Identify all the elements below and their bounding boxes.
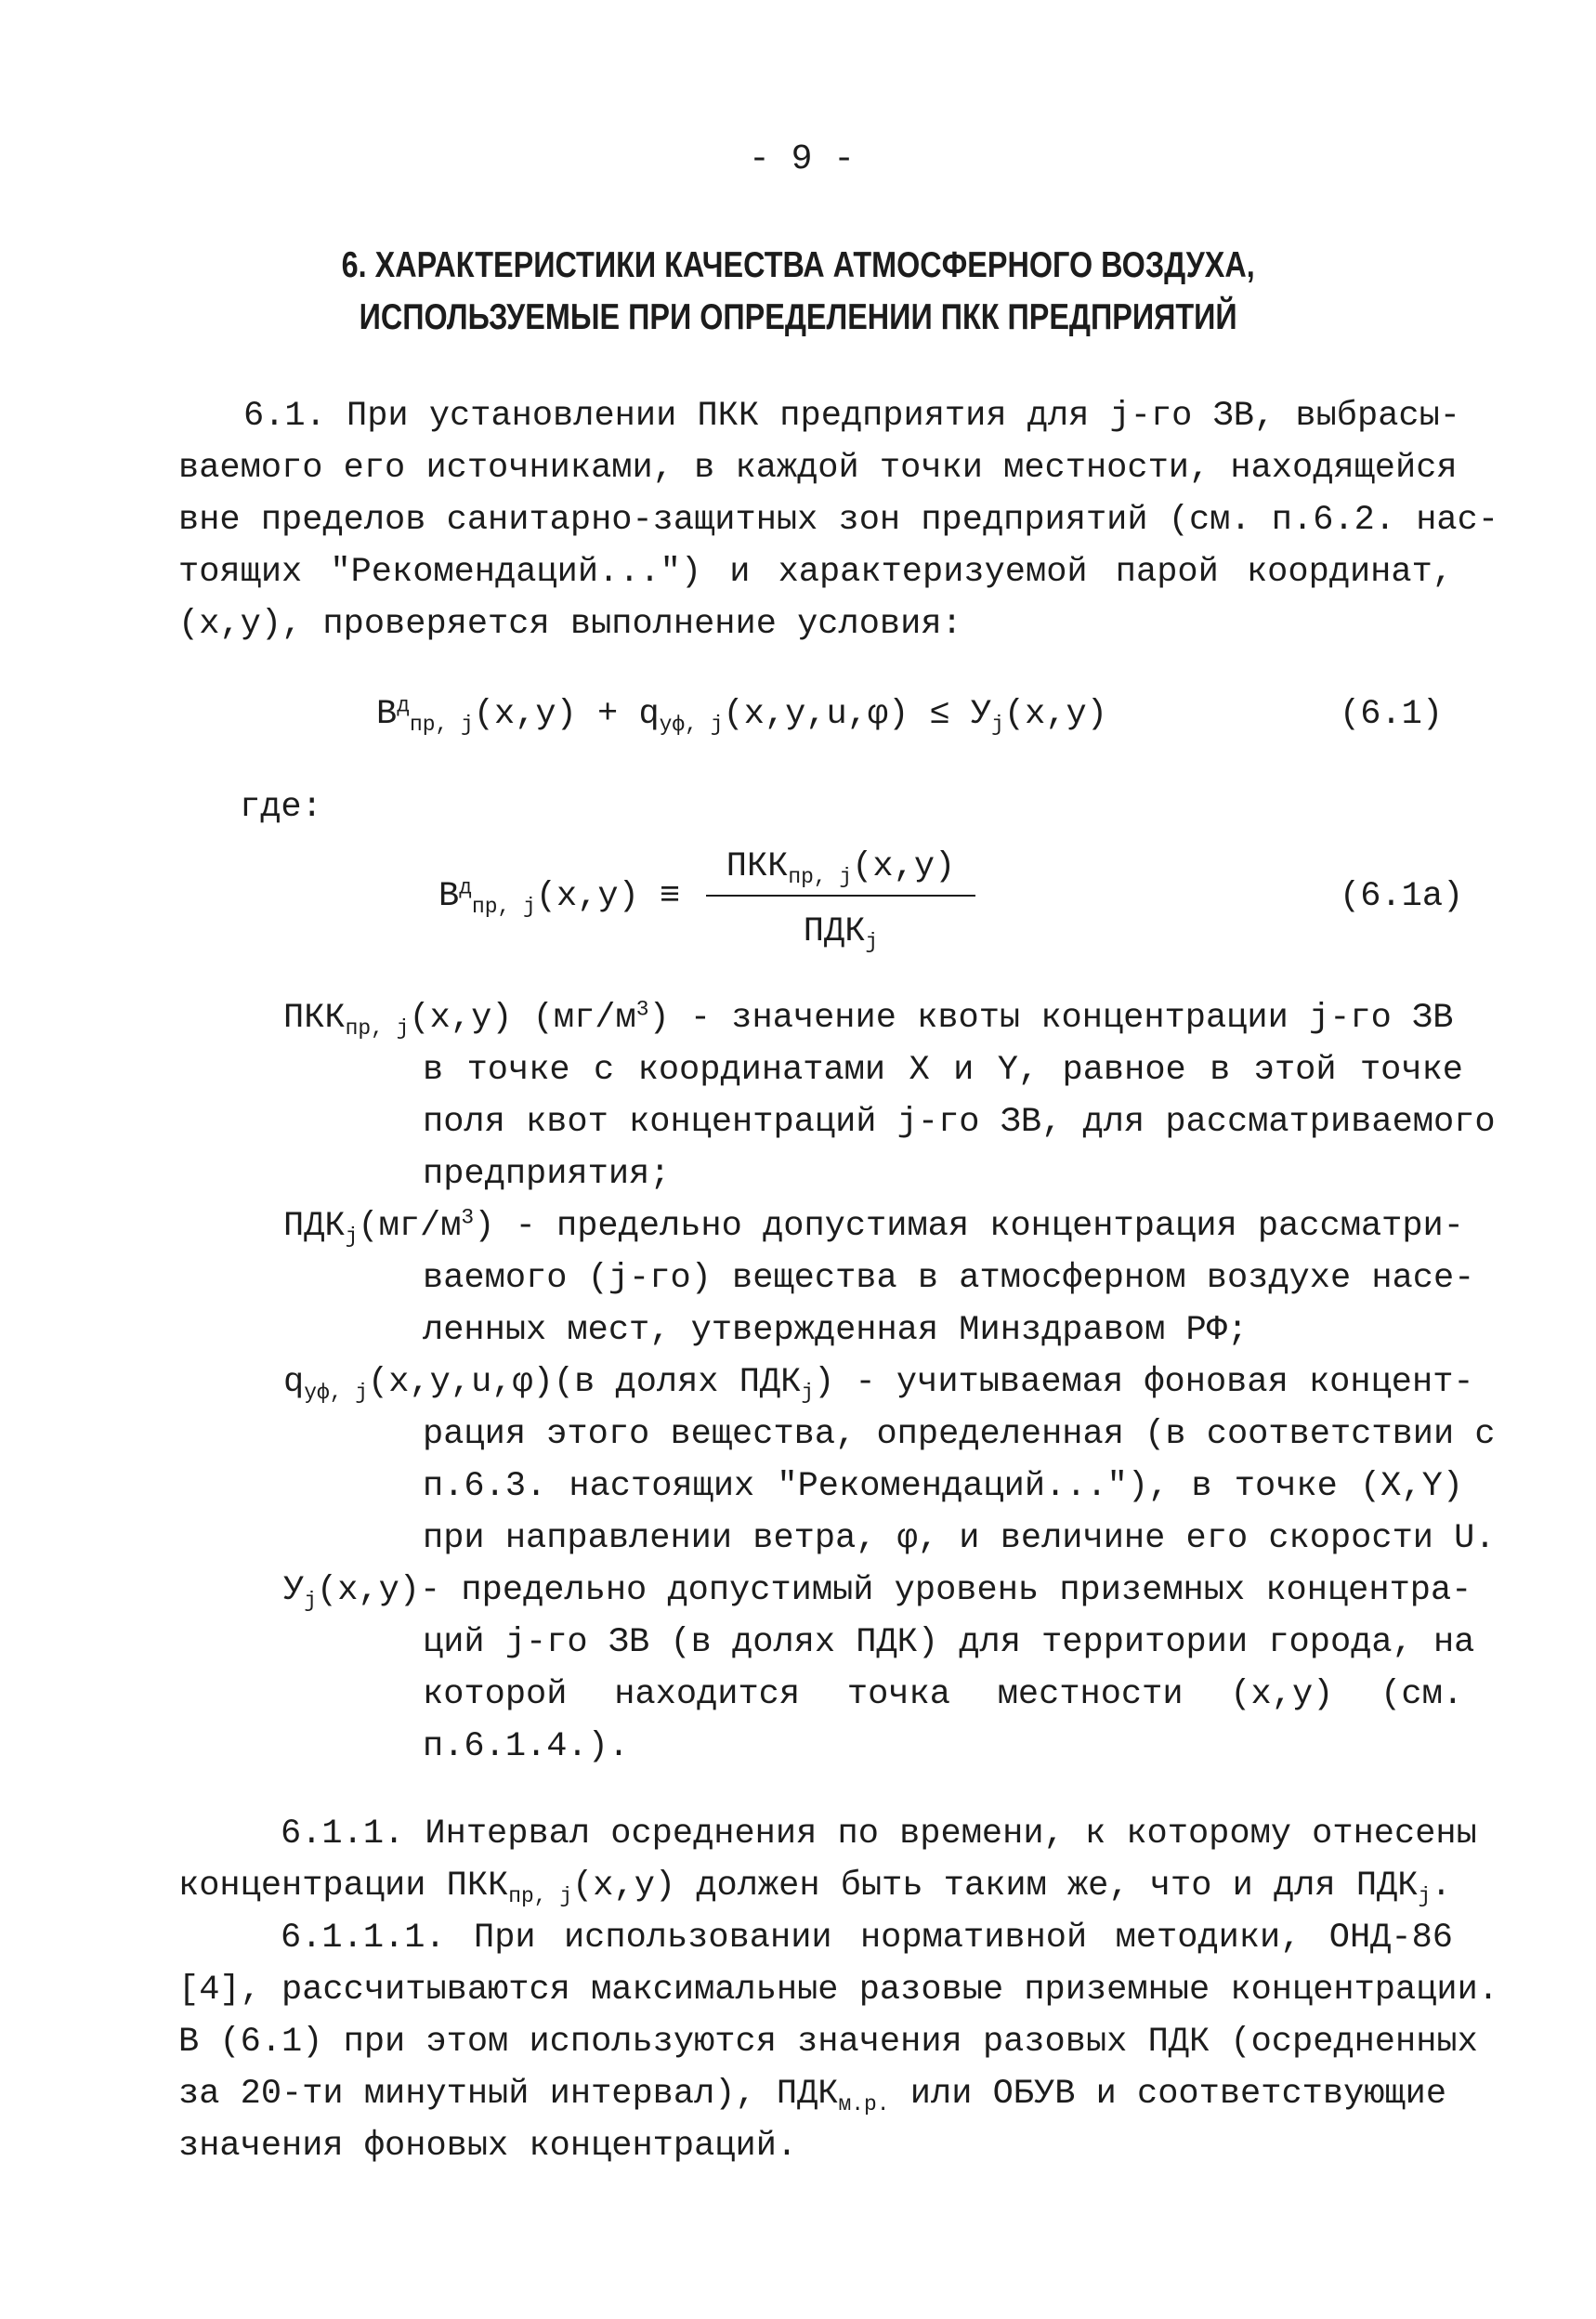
text-line: поля квот концентраций j-го ЗВ, для рассматриваемого	[423, 1103, 1496, 1142]
formula-sub: пр, j	[409, 713, 474, 738]
text-line: за 20-ти минутный интервал), ПДК	[178, 2075, 839, 2114]
definition-line	[423, 1461, 1463, 1513]
definition-line	[423, 1304, 1463, 1356]
formula-args: (x,y) ≡	[535, 877, 681, 916]
page-number: - 9 -	[749, 139, 856, 179]
heading-line-1: 6. ХАРАКТЕРИСТИКИ КАЧЕСТВА АТМОСФЕРНОГО ВОЗДУХА,	[341, 245, 1255, 285]
definition-term: ПДК	[283, 1207, 346, 1246]
definition-line	[283, 1356, 1474, 1408]
formula-6-1	[376, 693, 1107, 738]
definition-body	[283, 1044, 1496, 1200]
definition-term: q	[283, 1363, 305, 1402]
text-line: п.6.1.4.).	[423, 1727, 630, 1766]
definition-line	[283, 1200, 1463, 1252]
formula-sub: уф, j	[659, 713, 724, 738]
formula-args: (x,y,u,φ) ≤ У	[723, 695, 992, 734]
text-line: которой находится точка местности (x,y) (см.	[423, 1675, 1463, 1714]
term-rest: (мг/м	[358, 1207, 462, 1246]
text-line: или ОБУВ и соответствующие	[889, 2075, 1447, 2114]
paragraph-6-1-1-1	[178, 1912, 1499, 2172]
paragraph-line	[178, 1964, 1499, 2016]
definition-line	[423, 1148, 1463, 1200]
definition-line	[423, 1044, 1463, 1096]
definition-term: ПКК	[283, 999, 346, 1038]
definition-line	[423, 1252, 1475, 1304]
text-line: 6.1.1.1. При использовании нормативной методики, ОНД-86	[281, 1919, 1453, 1958]
text-sub: м.р.	[838, 2092, 890, 2117]
text-line: ваемого (j-го) вещества в атмосферном воздухе насе-	[423, 1259, 1475, 1298]
formula-6-1a-number: (6.1а)	[1340, 877, 1464, 916]
section-heading	[136, 240, 1460, 344]
text-line: [4], рассчитываются максимальные разовые приземные концентрации.	[178, 1971, 1499, 2010]
fraction-denominator	[715, 912, 966, 955]
definition-body	[283, 1617, 1475, 1773]
paragraph-first-line	[178, 1808, 1477, 1860]
formula-sub: j	[991, 713, 1004, 738]
definition-line	[283, 1565, 1472, 1617]
definition-pdk	[283, 1200, 1475, 1356]
definition-body	[283, 1252, 1475, 1356]
formula-sub: пр, j	[471, 895, 536, 920]
paragraph-line	[178, 442, 1458, 494]
paragraph-line	[178, 1860, 1453, 1912]
term-sup: 3	[461, 1205, 475, 1230]
formula-6-1-number: (6.1)	[1340, 695, 1444, 734]
text-line: ций j-го ЗВ (в долях ПДК) для территории города, на	[423, 1623, 1475, 1662]
formula-6-1a-left	[438, 875, 681, 920]
formula-symbol: B	[438, 877, 460, 916]
definition-text: ) - значение квоты концентрации j-го ЗВ	[648, 999, 1454, 1038]
formula-symbol: B	[376, 695, 398, 734]
text-line: (x,y), проверяется выполнение условия:	[178, 605, 962, 644]
text-line: В (6.1) при этом используются значения разовых ПДК (осредненных	[178, 2023, 1478, 2062]
where-label: где:	[240, 788, 322, 827]
text-line: 6.1.1. Интервал осреднения по времени, к которому отнесены	[281, 1815, 1477, 1854]
term-sub: j	[801, 1381, 815, 1406]
formula-args: (x,y)	[852, 847, 956, 886]
formula-args: (x,y)	[1003, 695, 1107, 734]
term-rest: (x,y,u,φ)(в долях ПДК	[368, 1363, 802, 1402]
fraction-bar	[706, 895, 975, 897]
definition-line	[283, 992, 1463, 1044]
text-line: ленных мест, утвержденная Минздравом РФ;	[423, 1311, 1249, 1350]
paragraph-line	[178, 2016, 1478, 2068]
text-line: значения фоновых концентраций.	[178, 2127, 798, 2166]
text-line: тоящих "Рекомендаций...") и характеризуемой парой координат,	[178, 553, 1453, 592]
paragraph-line	[178, 2068, 1453, 2120]
definition-q	[283, 1356, 1496, 1565]
definition-body	[283, 1408, 1496, 1565]
definition-y	[283, 1565, 1475, 1773]
fraction-numerator	[715, 847, 966, 890]
term-sub: пр, j	[345, 1016, 410, 1042]
definition-line	[423, 1617, 1475, 1669]
text-line: при направлении ветра, φ, и величине его скорости U.	[423, 1519, 1496, 1558]
text-line: рация этого вещества, определенная (в соответствии с	[423, 1415, 1496, 1454]
text-sub: j	[1418, 1884, 1432, 1909]
denominator-term: ПДК	[803, 912, 866, 951]
paragraph-6-1	[178, 390, 1499, 650]
definition-line	[423, 1096, 1496, 1148]
definition-text: ) - предельно допустимая концентрация рассматри-	[474, 1207, 1464, 1246]
paragraph-line	[178, 494, 1499, 546]
formula-args: (x,y) + q	[473, 695, 660, 734]
paragraph-6-1-1	[178, 1808, 1477, 1912]
text-line: п.6.3. настоящих "Рекомендаций..."), в точке (X,Y)	[423, 1467, 1463, 1506]
text-line: 6.1. При установлении ПКК предприятия для j-го ЗВ, выбрасы-	[243, 397, 1461, 436]
formula-sub: j	[865, 930, 879, 955]
term-rest: (x,y) (мг/м	[409, 999, 636, 1038]
formula-sub: пр, j	[788, 865, 853, 890]
paragraph-line	[178, 546, 1453, 598]
term-sup: 3	[635, 997, 649, 1022]
term-sub: j	[304, 1589, 317, 1614]
formula-sup: д	[459, 875, 472, 900]
paragraph-line	[178, 598, 1453, 650]
formula-sup: д	[397, 693, 410, 718]
paragraph-first-line	[178, 390, 1461, 442]
text-line: в точке с координатами X и Y, равное в этой точке	[423, 1051, 1463, 1090]
text-line: ваемого его источниками, в каждой точки местности, находящейся	[178, 449, 1458, 488]
definition-line	[423, 1513, 1496, 1565]
definition-text: ) - учитываемая фоновая концент-	[814, 1363, 1474, 1402]
paragraph-line	[178, 2120, 1453, 2172]
definition-line	[423, 1721, 1463, 1773]
numerator-term: ПКК	[726, 847, 789, 886]
term-sub: j	[345, 1225, 359, 1250]
text-line: (x,y) должен быть таким же, что и для ПДК	[572, 1867, 1419, 1906]
text-line: концентрации ПКК	[178, 1867, 509, 1906]
text-sub: пр, j	[508, 1884, 573, 1909]
term-sub: уф, j	[304, 1381, 369, 1406]
definition-text: (x,y)- предельно допустимый уровень приземных концентра-	[316, 1571, 1472, 1610]
definition-line	[423, 1669, 1463, 1721]
definition-line	[423, 1408, 1496, 1461]
definition-pkk	[283, 992, 1496, 1200]
heading-line-2: ИСПОЛЬЗУЕМЫЕ ПРИ ОПРЕДЕЛЕНИИ ПКК ПРЕДПРИЯТИЙ	[359, 297, 1237, 337]
paragraph-first-line	[178, 1912, 1453, 1964]
definition-term: У	[283, 1571, 305, 1610]
text-line: вне пределов санитарно-защитных зон предприятий (см. п.6.2. нас-	[178, 501, 1499, 540]
text-line: .	[1431, 1867, 1452, 1906]
text-line: предприятия;	[423, 1155, 671, 1194]
